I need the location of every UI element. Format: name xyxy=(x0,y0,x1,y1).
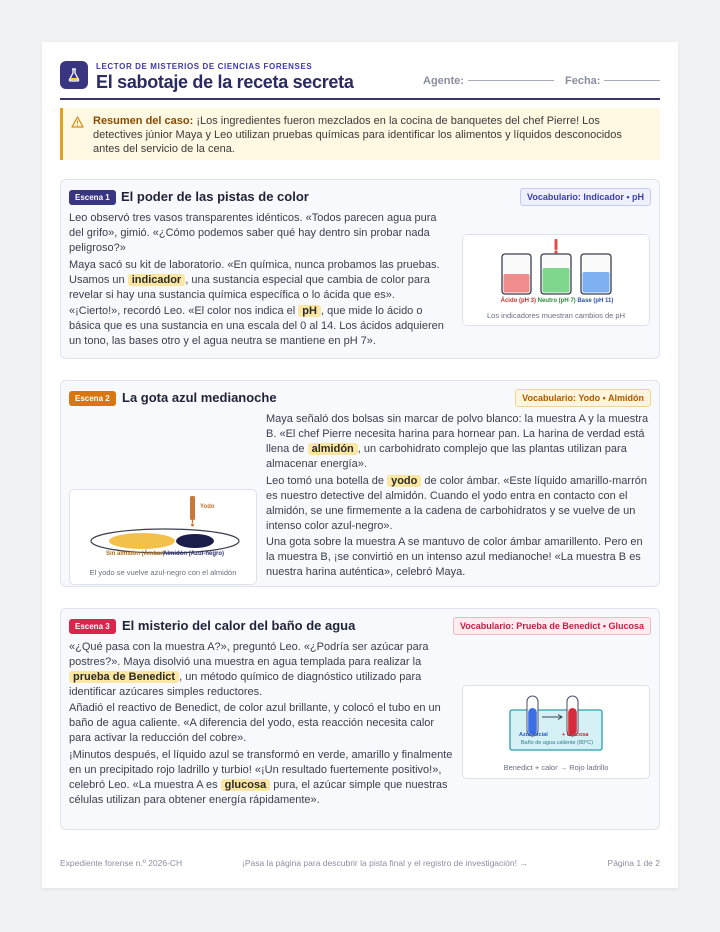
page-title: El sabotaje de la receta secreta xyxy=(96,72,354,92)
highlight-term: prueba de Benedict xyxy=(69,671,179,683)
agent-label: Agente: xyxy=(423,75,464,87)
date-label: Fecha: xyxy=(565,75,601,87)
summary-label: Resumen del caso: xyxy=(93,115,194,127)
highlight-term: almidón xyxy=(308,443,358,455)
summary-text: ¡Los ingredientes fueron mezclados en la cocina de banquetes del chef Pierre! Los detectives júnior Maya y Leo utilizan pruebas químicas para identificar los alimentos y líquidos desconocidos antes del servicio de la cena. xyxy=(93,115,622,155)
scene-badge: Escena 3 xyxy=(69,619,116,634)
scene-1-paragraph-3: «¡Cierto!», recordó Leo. «El color nos indica el pH , que mide lo ácido o básica que es una sustancia en una escala del 0 al 14. Los ácidos adquieren un tono, las bases otro y el agua neutra se mantiene en pH 7». xyxy=(69,305,444,347)
benedict-test-figure xyxy=(462,685,650,779)
ph-indicator-figure xyxy=(462,234,650,326)
case-summary xyxy=(60,108,660,160)
vocab-tag: Vocabulario: Prueba de Benedict • Glucosa xyxy=(453,617,651,635)
water-bath-label: Baño de agua caliente (80°C) xyxy=(520,740,594,746)
neutral-label: Neutro (pH 7) xyxy=(537,298,576,304)
scene-2-card xyxy=(60,380,660,587)
header xyxy=(60,60,660,100)
iodine-dish-illustration xyxy=(70,490,258,570)
initial-blue-label: Azul inicial xyxy=(519,732,548,738)
scene-3-paragraph-3: ¡Minutos después, el líquido azul se transformó en verde, amarillo y finalmente en un precipitado rojo ladrillo y turbio! «¡Un resultado fuertemente positivo!», celebró Leo. «La muestra A es glucosa pura, el azúcar simple que nuestras células utilizan para obtener energía rápidamente». xyxy=(69,749,453,806)
vocab-tag: Vocabulario: Indicador • pH xyxy=(520,188,651,206)
page-number: Página 1 de 2 xyxy=(607,858,660,868)
vocab-tag: Vocabulario: Yodo • Almidón xyxy=(515,389,651,407)
scene-badge: Escena 2 xyxy=(69,391,116,406)
figure-caption: Benedict + calor → Rojo ladrillo xyxy=(503,763,609,772)
highlight-term: pH xyxy=(298,305,321,317)
scene-title: El misterio del calor del baño de agua xyxy=(122,618,356,633)
starch-label: Almidón (Azul-negro) xyxy=(163,551,224,557)
next-page-hint: ¡Pasa la página para descubrir la pista final y el registro de investigación! → xyxy=(242,858,528,868)
warning-icon xyxy=(71,116,84,128)
dropper-label: Yodo xyxy=(200,504,215,510)
case-file-number: Expediente forense n.º 2026-CH xyxy=(60,858,183,868)
scene-3-paragraph-2: Añadió el reactivo de Benedict, de color azul brillante, y colocó el tubo en un baño de agua caliente. «A diferencia del yodo, esta reacción necesita calor para activar la reducción del cobre». xyxy=(69,702,441,744)
base-label: Base (pH 11) xyxy=(577,298,614,304)
scene-2-paragraph-1: Maya señaló dos bolsas sin marcar de polvo blanco: la muestra A y la muestra B. «El chef Pierre necesita harina para hornear pan. La harina de verdad está llena de almidón , un carbohidrato complejo que las plantas utilizan para almacenar energía». xyxy=(266,413,649,470)
scene-3-paragraph-1: «¿Qué pasa con la muestra A?», preguntó Leo. «¿Podría ser azúcar para postres?». Maya disolvió una muestra en agua templada para realizar la prueba de Benedict , un método químico de diagnóstico utilizado para identificar azúcares simples reductores. xyxy=(69,641,429,698)
agent-field[interactable] xyxy=(423,75,554,87)
iodine-test-figure xyxy=(69,489,257,585)
series-kicker: LECTOR DE MISTERIOS DE CIENCIAS FORENSES xyxy=(96,62,313,71)
highlight-term: indicador xyxy=(128,274,186,286)
scene-title: La gota azul medianoche xyxy=(122,390,277,405)
highlight-term: yodo xyxy=(387,475,421,487)
figure-caption: El yodo se vuelve azul-negro con el almidón xyxy=(89,568,237,577)
no-starch-label: Sin almidón (Ámbar) xyxy=(106,551,165,557)
flask-icon xyxy=(60,61,88,89)
scene-1-paragraph-2: Maya sacó su kit de laboratorio. «En química, nunca probamos las pruebas. Usamos un indicador , una sustancia especial que cambia de color para revelar si hay una sustancia química específica o lo ácida que es». xyxy=(69,259,440,301)
highlight-term: glucosa xyxy=(221,779,271,791)
scene-1-paragraph-1: Leo observó tres vasos transparentes idénticos. «Todos parecen agua pura del grifo», gimió. «¿Cómo podemos saber qué hay dentro sin probar nada peligroso?» xyxy=(69,212,437,254)
figure-caption: Los indicadores muestran cambios de pH xyxy=(487,311,625,320)
scene-2-paragraph-2: Leo tomó una botella de yodo de color ámbar. «Este líquido amarillo-marrón es nuestro detective del almidón. Cuando el yodo entra en contacto con el almidón, se une firmemente a la cadena de carbohidratos y se vuelve de un intenso color azul-negro». xyxy=(266,475,647,532)
scene-1-card xyxy=(60,179,660,359)
scene-badge: Escena 1 xyxy=(69,190,116,205)
worksheet-page xyxy=(42,42,678,888)
scene-title: El poder de las pistas de color xyxy=(121,189,309,204)
scene-2-paragraph-3: Una gota sobre la muestra A se mantuvo de color ámbar amarillento. Pero en la muestra B, ¡se convirtió en un intenso azul medianoche! «La muestra B es nuestra harina auténtica», celebró Maya. xyxy=(266,536,643,578)
glucose-label: + Glucosa xyxy=(562,732,589,738)
scene-3-card xyxy=(60,608,660,830)
water-bath-illustration xyxy=(463,686,651,766)
date-field[interactable] xyxy=(565,75,660,87)
acid-label: Ácido (pH 3) xyxy=(500,298,536,304)
